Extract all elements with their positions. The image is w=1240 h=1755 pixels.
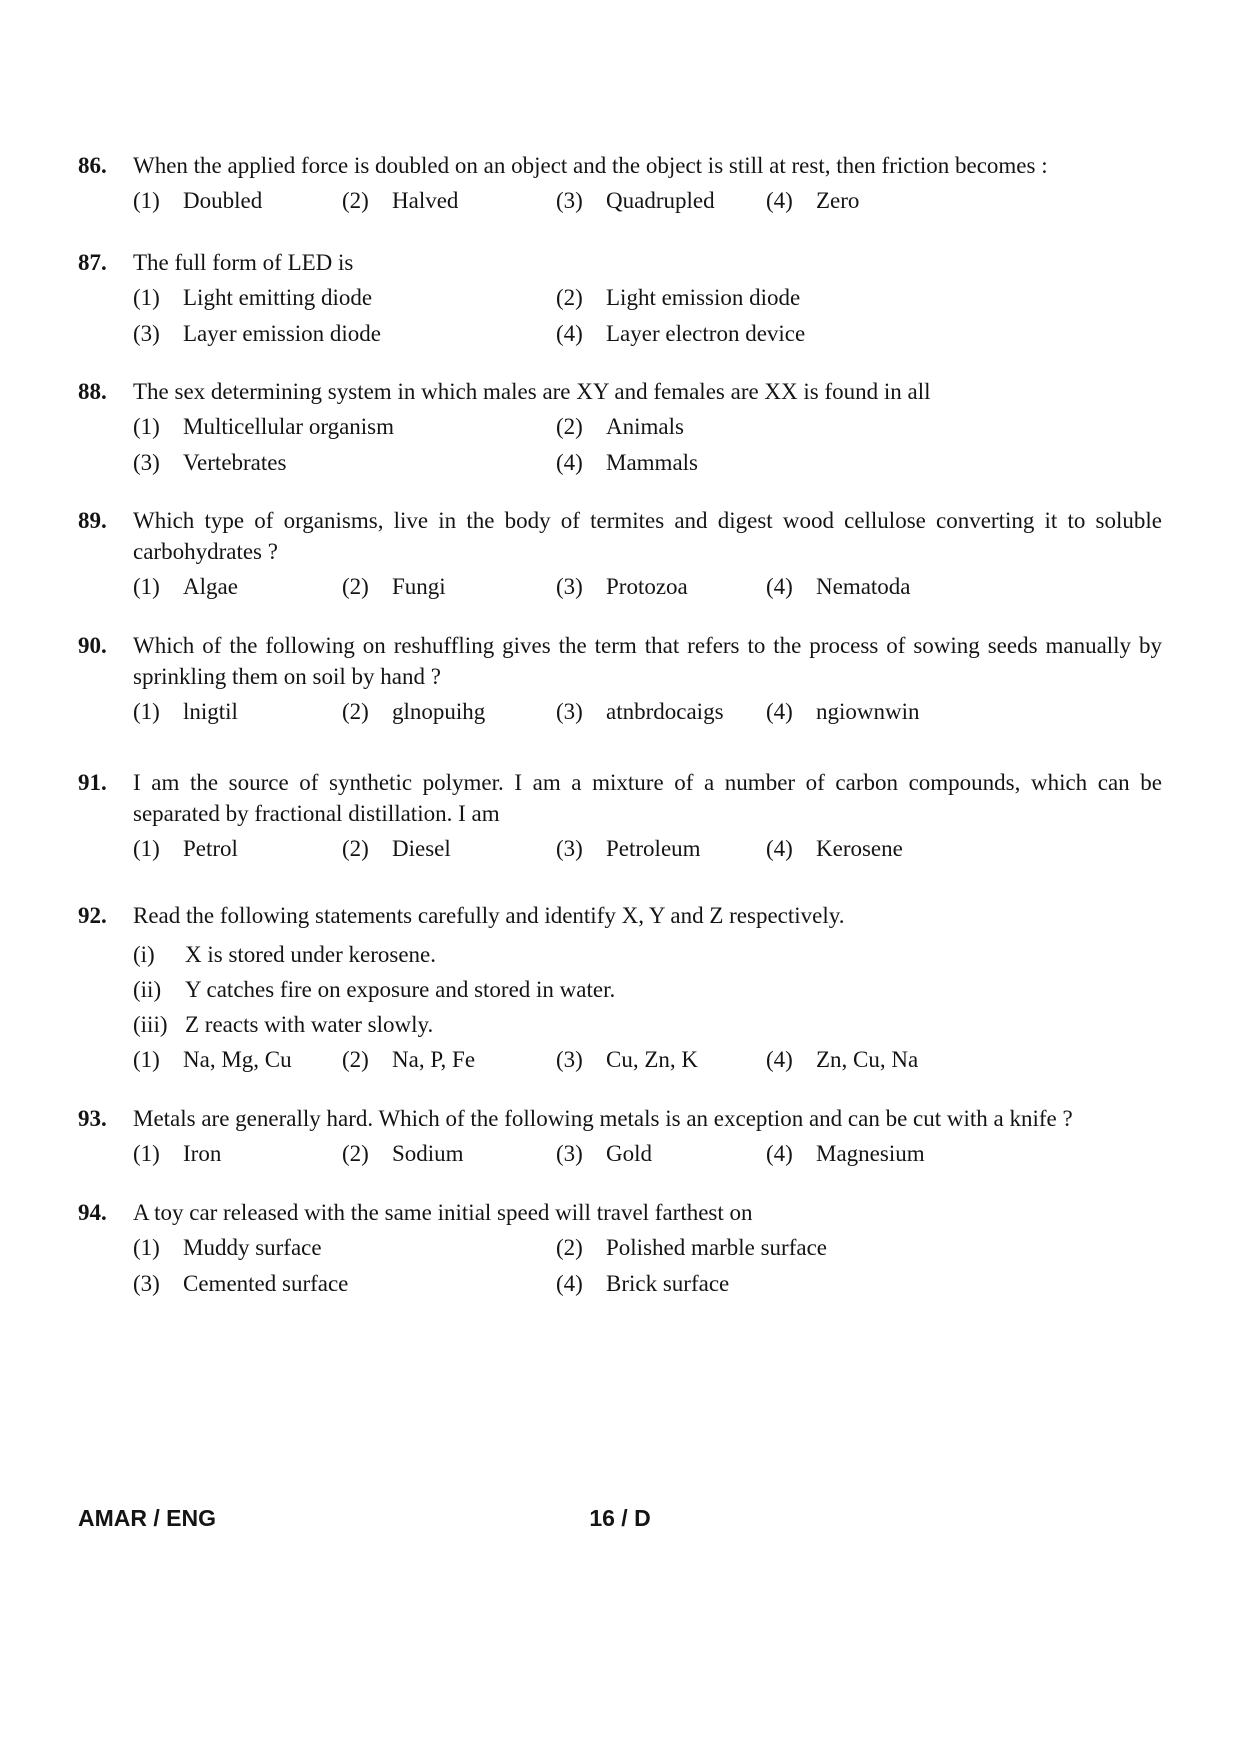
- option-text: Light emission diode: [606, 285, 801, 310]
- question-text: I am the source of synthetic polymer. I am a mixture of a number of carbon compounds, which can be separated by fractional distillation. I am: [133, 770, 1162, 826]
- option-text: Halved: [392, 188, 459, 213]
- option-label: (4): [556, 1271, 583, 1296]
- option-3: [133, 318, 556, 349]
- question-text: A toy car released with the same initial speed will travel farthest on: [133, 1200, 753, 1225]
- option-3: [556, 571, 766, 602]
- question-number: 94.: [78, 1200, 107, 1225]
- question-text: Which type of organisms, live in the body of termites and digest wood cellulose converting it to soluble carbohydrates ?: [133, 508, 1162, 564]
- option-2: [556, 411, 1162, 442]
- option-2: [342, 1044, 556, 1075]
- question-text: Read the following statements carefully and identify X, Y and Z respectively.: [133, 903, 845, 928]
- option-text: Doubled: [183, 188, 263, 213]
- option-4: [766, 696, 1162, 727]
- option-label: (1): [133, 1047, 160, 1072]
- question-number: 89.: [78, 508, 107, 533]
- question-number: 90.: [78, 633, 107, 658]
- option-text: Protozoa: [606, 574, 688, 599]
- question-86: [78, 150, 1162, 216]
- option-text: Diesel: [392, 836, 451, 861]
- option-1: [133, 571, 342, 602]
- option-text: Nematoda: [816, 574, 911, 599]
- statement-label: (i): [133, 942, 155, 967]
- options-row: [133, 1138, 1162, 1169]
- options-row: [133, 696, 1162, 727]
- option-text: Cu, Zn, K: [606, 1047, 698, 1072]
- option-label: (2): [342, 836, 369, 861]
- option-label: (3): [556, 188, 583, 213]
- option-text: Na, P, Fe: [392, 1047, 476, 1072]
- option-text: glnopuihg: [392, 699, 486, 724]
- page-footer: [78, 1503, 1162, 1534]
- question-number: 91.: [78, 770, 107, 795]
- question-number: 88.: [78, 379, 107, 404]
- option-text: Polished marble surface: [606, 1235, 827, 1260]
- options-row: [133, 571, 1162, 602]
- option-4: [556, 447, 1162, 478]
- option-3: [133, 447, 556, 478]
- option-3: [556, 185, 766, 216]
- option-label: (1): [133, 414, 160, 439]
- statement-label: (iii): [133, 1012, 168, 1037]
- option-text: Light emitting diode: [183, 285, 373, 310]
- option-label: (2): [342, 699, 369, 724]
- question-number: 92.: [78, 903, 107, 928]
- option-label: (1): [133, 1141, 160, 1166]
- option-1: [133, 833, 342, 864]
- option-2: [342, 1138, 556, 1169]
- option-2: [342, 571, 556, 602]
- option-3: [556, 1044, 766, 1075]
- option-text: Algae: [183, 574, 238, 599]
- statement-text: Z reacts with water slowly.: [185, 1012, 434, 1037]
- question-number: 93.: [78, 1106, 107, 1131]
- option-label: (1): [133, 699, 160, 724]
- option-4: [766, 571, 1162, 602]
- option-text: Vertebrates: [183, 450, 287, 475]
- options-grid: [133, 411, 1162, 478]
- option-2: [342, 833, 556, 864]
- option-text: Sodium: [392, 1141, 464, 1166]
- option-label: (2): [556, 1235, 583, 1260]
- option-label: (1): [133, 285, 160, 310]
- option-label: (2): [556, 414, 583, 439]
- option-4: [766, 185, 1162, 216]
- option-text: Iron: [183, 1141, 222, 1166]
- option-text: Cemented surface: [183, 1271, 349, 1296]
- option-2: [556, 282, 1162, 313]
- option-text: Brick surface: [606, 1271, 730, 1296]
- option-label: (2): [342, 1141, 369, 1166]
- question-text: Which of the following on reshuffling gives the term that refers to the process of sowing seeds manually by sprinkling them on soil by hand ?: [133, 633, 1162, 689]
- option-label: (4): [556, 450, 583, 475]
- option-text: Multicellular organism: [183, 414, 395, 439]
- option-4: [766, 1138, 1162, 1169]
- options-row: [133, 833, 1162, 864]
- question-number: 86.: [78, 153, 107, 178]
- question-text: The full form of LED is: [133, 250, 354, 275]
- option-text: ngiownwin: [816, 699, 920, 724]
- option-label: (3): [556, 574, 583, 599]
- option-text: Muddy surface: [183, 1235, 322, 1260]
- option-text: Animals: [606, 414, 684, 439]
- option-2: [342, 185, 556, 216]
- option-1: [133, 411, 556, 442]
- option-text: Mammals: [606, 450, 698, 475]
- option-text: Quadrupled: [606, 188, 715, 213]
- question-text: The sex determining system in which males are XY and females are XX is found in all: [133, 379, 931, 404]
- option-label: (4): [766, 836, 793, 861]
- question-92: [78, 900, 1162, 1075]
- option-4: [766, 1044, 1162, 1075]
- option-label: (3): [556, 699, 583, 724]
- option-1: [133, 282, 556, 313]
- option-label: (4): [766, 699, 793, 724]
- option-4: [556, 1268, 1162, 1299]
- option-1: [133, 185, 342, 216]
- option-text: Zn, Cu, Na: [816, 1047, 919, 1072]
- option-label: (4): [766, 1047, 793, 1072]
- option-3: [556, 1138, 766, 1169]
- option-text: Petrol: [183, 836, 238, 861]
- option-label: (3): [556, 1047, 583, 1072]
- question-text: Metals are generally hard. Which of the following metals is an exception and can be cut with a knife ?: [133, 1106, 1073, 1131]
- options-row: [133, 185, 1162, 216]
- option-label: (1): [133, 836, 160, 861]
- option-label: (2): [342, 574, 369, 599]
- question-88: [78, 376, 1162, 478]
- option-1: [133, 1044, 342, 1075]
- option-1: [133, 696, 342, 727]
- option-4: [766, 833, 1162, 864]
- option-1: [133, 1232, 556, 1263]
- question-94: [78, 1197, 1162, 1299]
- statement-text: Y catches fire on exposure and stored in water.: [185, 977, 616, 1002]
- question-91: [78, 767, 1162, 864]
- option-text: Layer emission diode: [183, 321, 382, 346]
- option-label: (3): [133, 450, 160, 475]
- option-text: Zero: [816, 188, 860, 213]
- statement-iii: [133, 1009, 1162, 1040]
- options-grid: [133, 1232, 1162, 1299]
- option-3: [556, 833, 766, 864]
- option-text: Kerosene: [816, 836, 903, 861]
- statement-text: X is stored under kerosene.: [185, 942, 437, 967]
- option-text: Petroleum: [606, 836, 701, 861]
- question-93: [78, 1103, 1162, 1169]
- option-3: [556, 696, 766, 727]
- statement-ii: [133, 974, 1162, 1005]
- question-87: [78, 247, 1162, 349]
- option-label: (1): [133, 188, 160, 213]
- booklet-code: AMAR / ENG: [78, 1505, 216, 1531]
- option-label: (2): [556, 285, 583, 310]
- option-label: (2): [342, 188, 369, 213]
- option-2: [342, 696, 556, 727]
- option-label: (4): [766, 1141, 793, 1166]
- options-row: [133, 1044, 1162, 1075]
- option-label: (3): [556, 1141, 583, 1166]
- option-3: [133, 1268, 556, 1299]
- option-4: [556, 318, 1162, 349]
- option-label: (4): [556, 321, 583, 346]
- statement-label: (ii): [133, 977, 162, 1002]
- option-text: Layer electron device: [606, 321, 806, 346]
- option-text: atnbrdocaigs: [606, 699, 724, 724]
- option-text: Magnesium: [816, 1141, 925, 1166]
- option-text: Na, Mg, Cu: [183, 1047, 292, 1072]
- page-number: 16 / D: [589, 1505, 651, 1531]
- option-label: (4): [766, 188, 793, 213]
- option-label: (1): [133, 574, 160, 599]
- option-label: (3): [133, 1271, 160, 1296]
- option-text: lnigtil: [183, 699, 238, 724]
- option-1: [133, 1138, 342, 1169]
- question-89: [78, 505, 1162, 602]
- options-grid: [133, 282, 1162, 349]
- question-text: When the applied force is doubled on an object and the object is still at rest, then friction becomes :: [133, 153, 1048, 178]
- option-2: [556, 1232, 1162, 1263]
- question-number: 87.: [78, 250, 107, 275]
- option-label: (2): [342, 1047, 369, 1072]
- question-90: [78, 630, 1162, 727]
- option-text: Fungi: [392, 574, 446, 599]
- option-label: (3): [133, 321, 160, 346]
- option-label: (4): [766, 574, 793, 599]
- option-label: (1): [133, 1235, 160, 1260]
- option-label: (3): [556, 836, 583, 861]
- statement-i: [133, 939, 1162, 970]
- option-text: Gold: [606, 1141, 652, 1166]
